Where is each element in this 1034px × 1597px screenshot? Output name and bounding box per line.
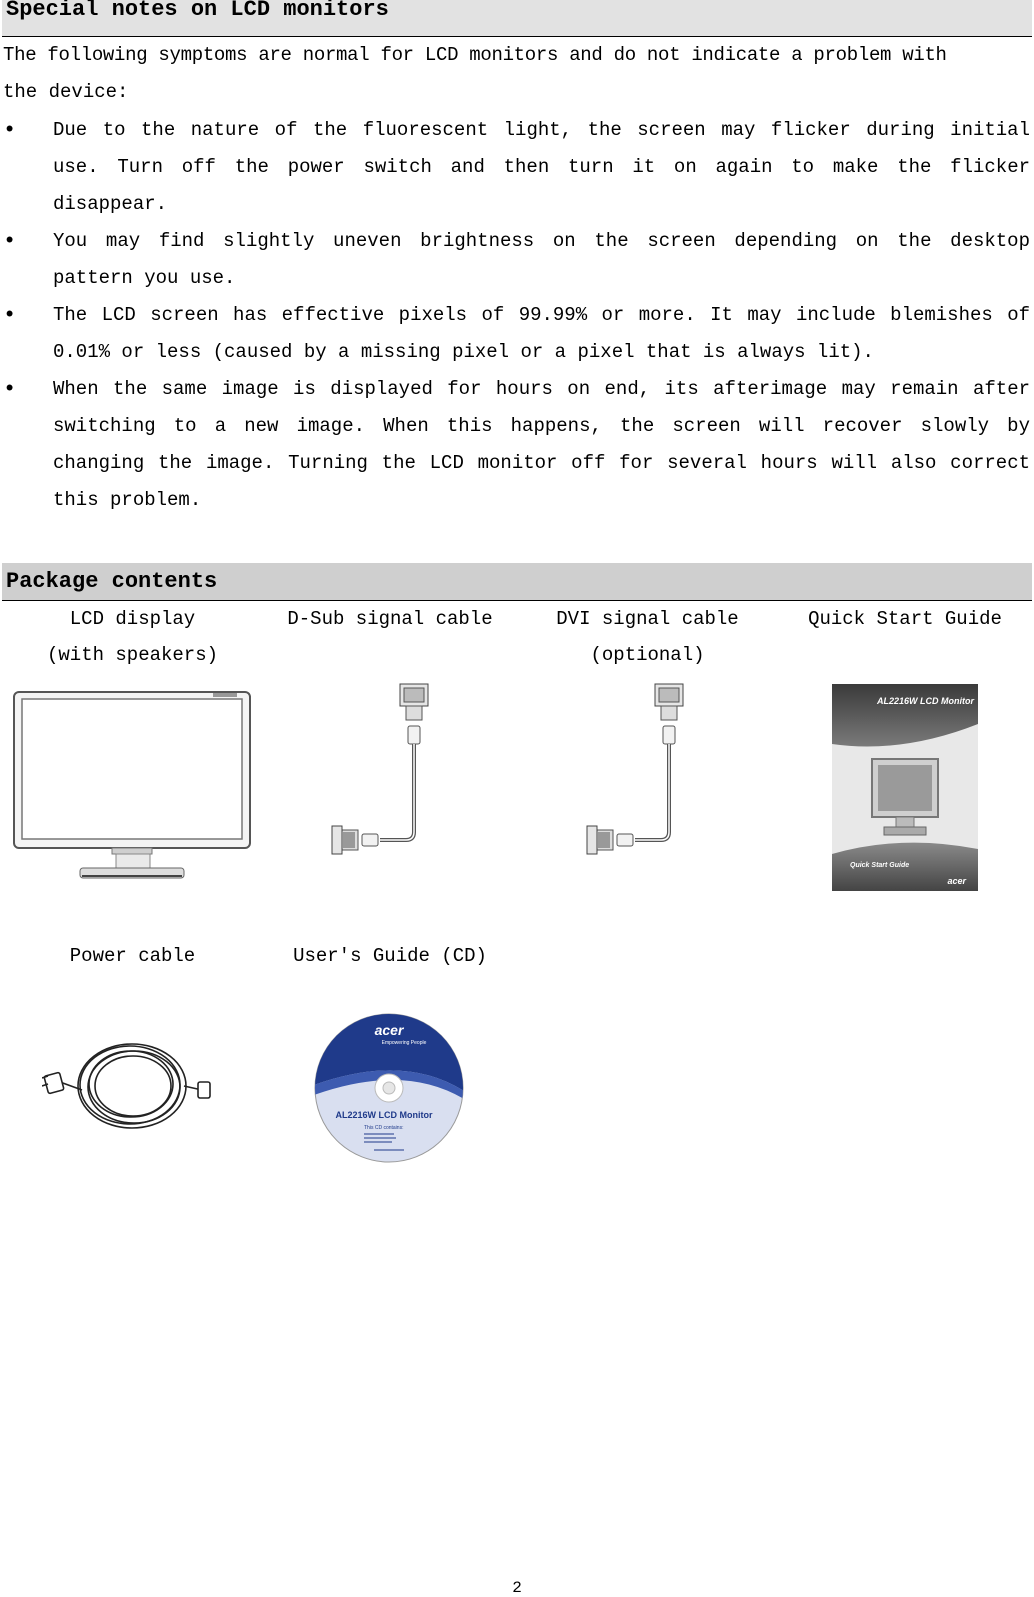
caption-line: Quick Start Guide (808, 608, 1002, 630)
intro-paragraph (3, 37, 1030, 111)
users-guide-cd-illustration (314, 1013, 464, 1163)
caption-lcd-display (20, 601, 245, 673)
dvi-cable-illustration (585, 682, 705, 857)
caption-line: DVI signal cable (556, 608, 739, 630)
list-item-text: When the same image is displayed for hours on end, its afterimage may remain after switching to a new image. When this happens, the screen will recover slowly by changing the image. Turning the LCD monitor off for several hours will also correct this problem. (53, 378, 1030, 511)
section-header-special-notes (2, 0, 1032, 37)
page-number: 2 (512, 1579, 522, 1597)
section-header-package-contents (2, 563, 1032, 601)
symptom-list (0, 112, 1034, 519)
intro-line-1: The following symptoms are normal for LCD monitors and do not indicate a problem with (3, 44, 947, 66)
list-item (0, 112, 1034, 223)
list-item (0, 371, 1034, 519)
quick-start-guide-illustration (832, 684, 978, 891)
caption-dvi-cable (535, 601, 760, 673)
power-cable-illustration (42, 1030, 214, 1140)
cd-contains-text: This CD contains: (364, 1125, 404, 1131)
lcd-monitor-illustration (12, 690, 252, 888)
bullet-icon: • (3, 118, 17, 143)
caption-users-guide-cd (270, 938, 510, 974)
caption-line: (with speakers) (46, 644, 219, 666)
list-item (0, 223, 1034, 297)
section-title-special-notes: Special notes on LCD monitors (6, 0, 389, 22)
section-title-package-contents: Package contents (6, 569, 218, 594)
list-item-text: You may find slightly uneven brightness on the screen depending on the desktop pattern you use. (53, 230, 1030, 289)
qsg-footer-text: Quick Start Guide (850, 862, 910, 869)
caption-power-cable (20, 938, 245, 974)
cd-brand-logo: acer (374, 1022, 404, 1038)
list-item-text: The LCD screen has effective pixels of 99.99% or more. It may include blemishes of 0.01% or less (caused by a missing pixel or a pixel that is always lit). (53, 304, 1030, 363)
list-item (0, 297, 1034, 371)
list-item-text: Due to the nature of the fluorescent light, the screen may flicker during initial use. Turn off the power switch and then turn it on again to make the flicker disappear. (53, 119, 1030, 215)
qsg-brand-logo: acer (947, 876, 966, 886)
caption-dsub-cable (270, 601, 510, 637)
dsub-cable-illustration (330, 682, 450, 857)
bullet-icon: • (3, 377, 17, 402)
caption-quick-start-guide (790, 601, 1020, 637)
bullet-icon: • (3, 229, 17, 254)
cd-title-text: AL2216W LCD Monitor (335, 1110, 433, 1120)
caption-line: (optional) (590, 644, 705, 666)
caption-line: LCD display (69, 608, 196, 630)
caption-line: D-Sub signal cable (287, 608, 493, 630)
cd-tagline-text: Empowering People (381, 1040, 427, 1046)
caption-line: User's Guide (CD) (293, 945, 487, 967)
intro-line-2: the device: (3, 81, 129, 103)
bullet-icon: • (3, 303, 17, 328)
caption-line: Power cable (69, 945, 196, 967)
qsg-title-text: AL2216W LCD Monitor (876, 696, 974, 706)
